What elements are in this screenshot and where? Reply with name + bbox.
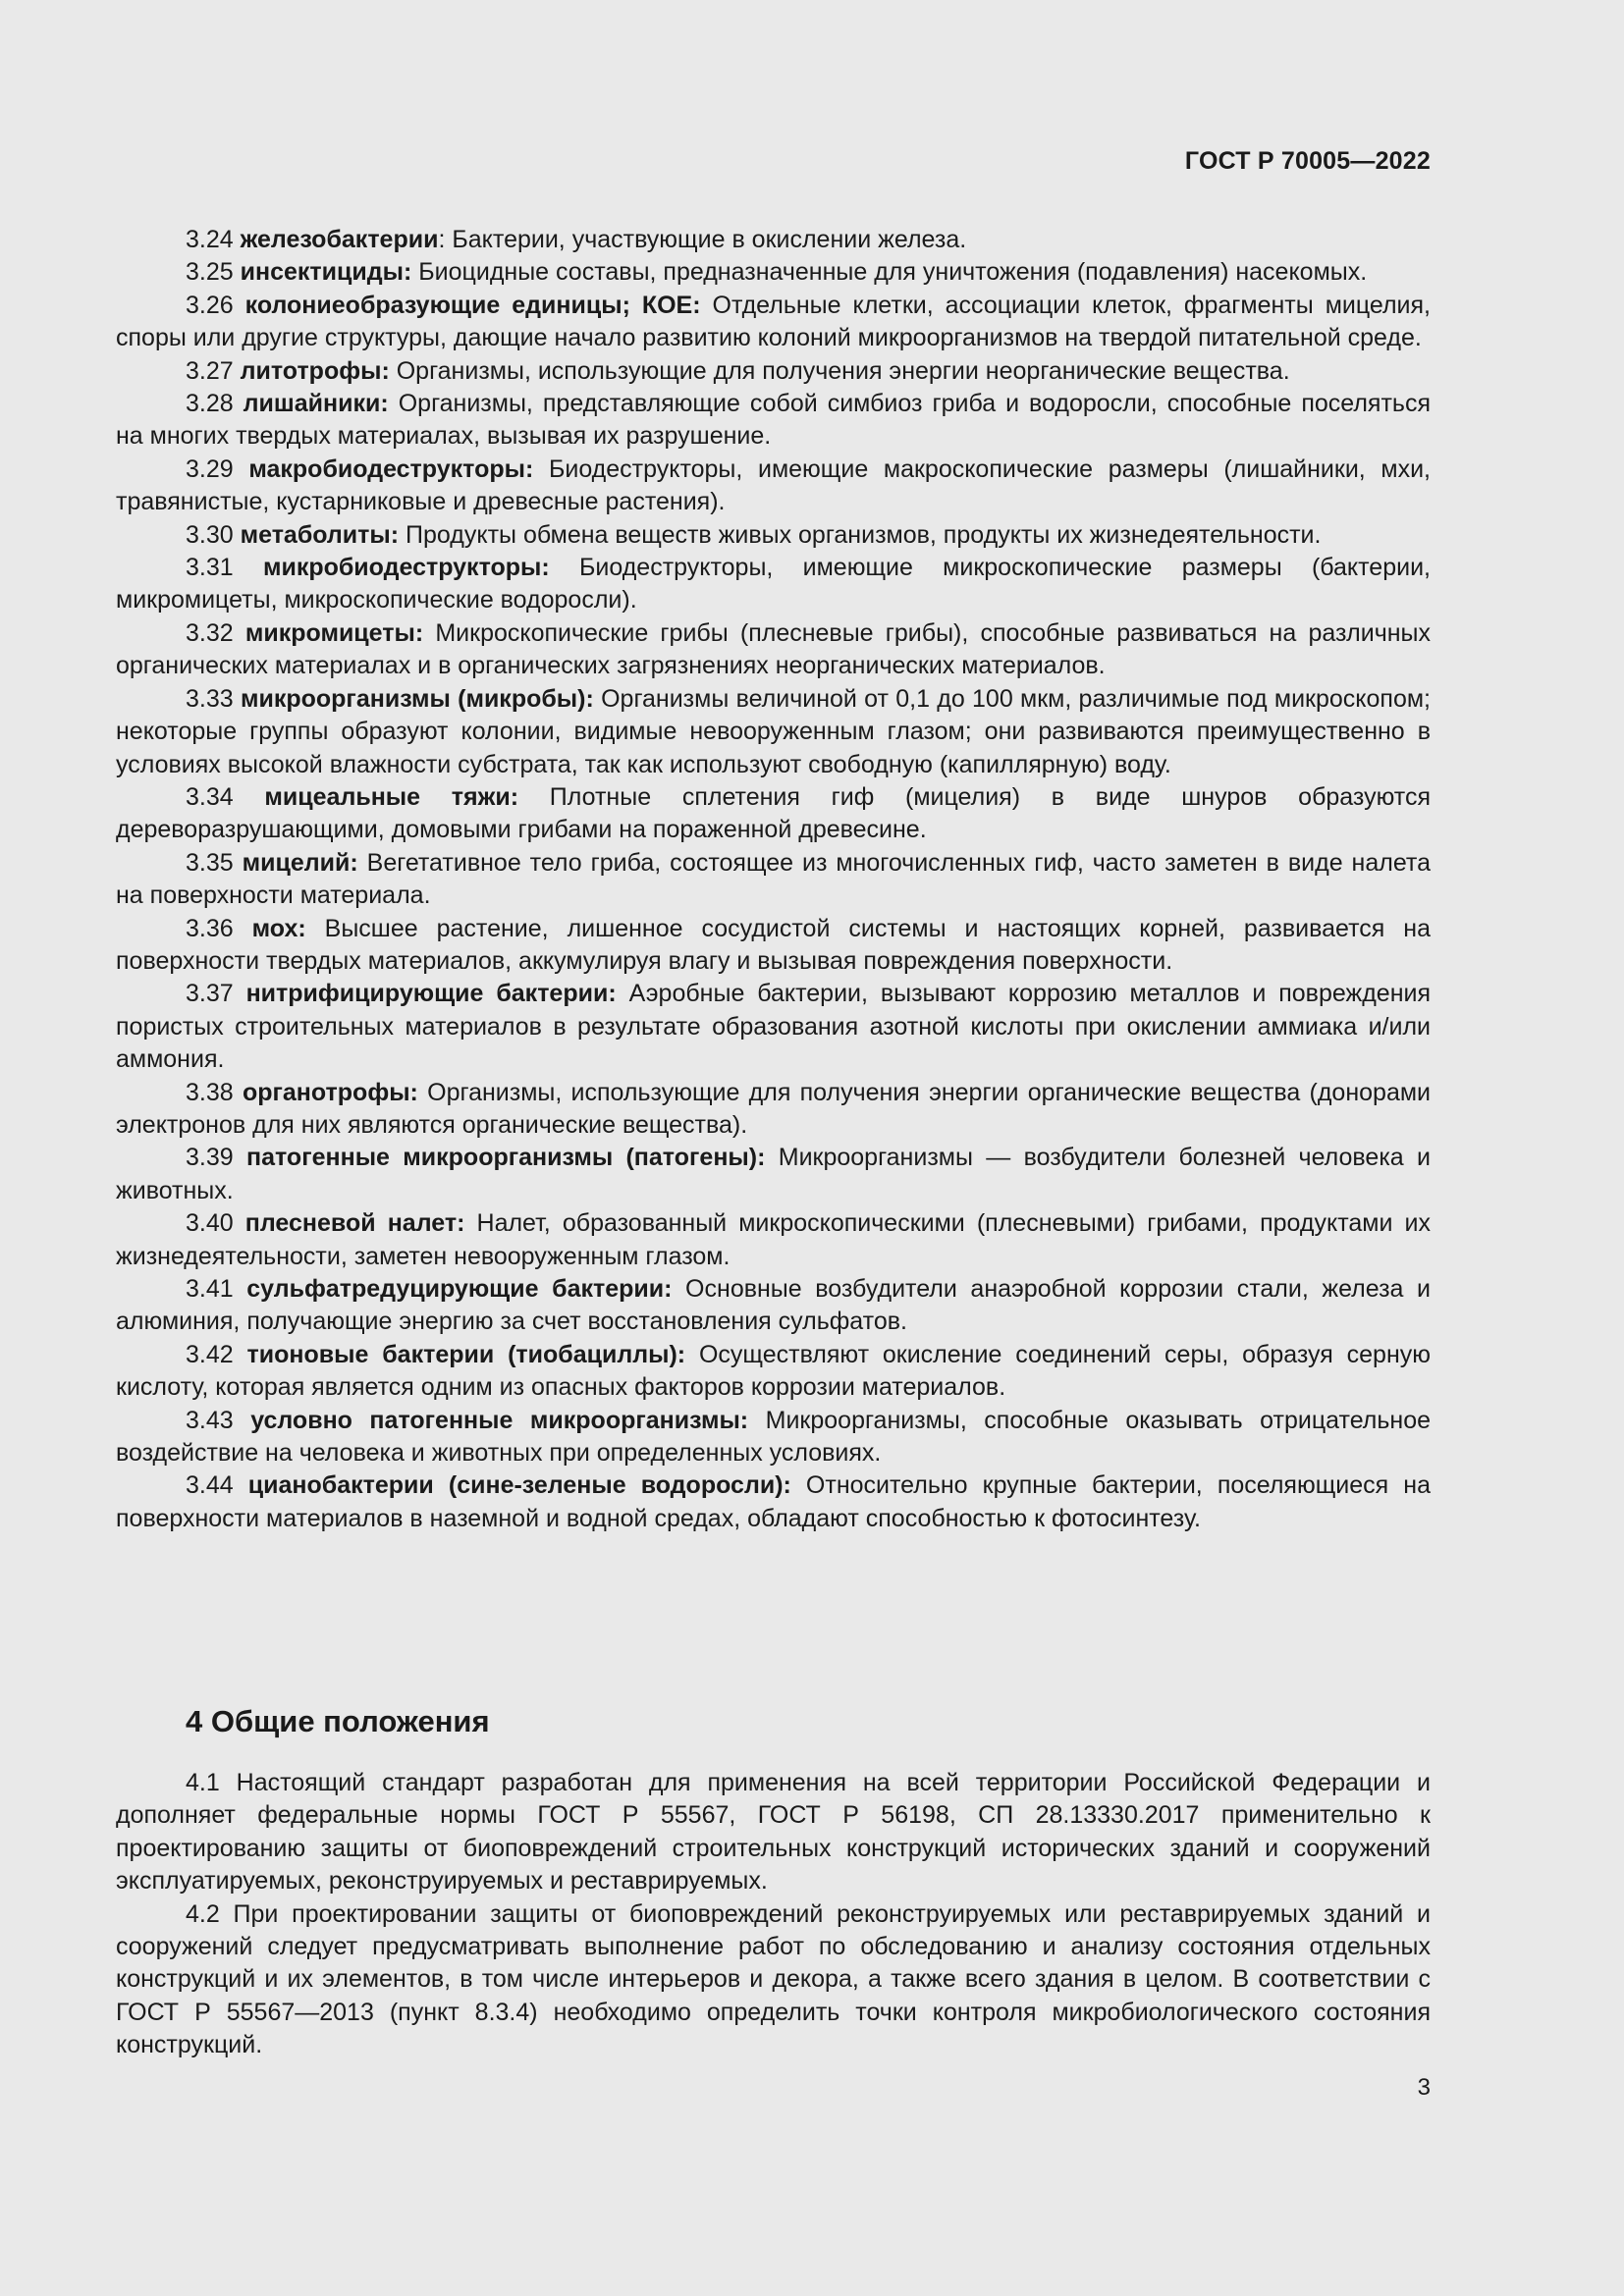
- term-name: микромицеты:: [244, 618, 424, 647]
- page-number: 3: [1417, 2074, 1431, 2101]
- term-name: патогенные микроорганизмы (патогены):: [246, 1144, 766, 1172]
- term-definition: Налет, образованный микроскопическими (плесневыми) грибами, продуктами их жизнедеятельности, заметен невооруженным глазом.: [116, 1209, 1431, 1270]
- term-name: метаболиты:: [240, 520, 400, 549]
- term-definition: Осуществляют окисление соединений серы, образуя серную кислоту, которая является одним из опасных факторов коррозии материалов.: [116, 1340, 1432, 1402]
- term-definition: Вегетативное тело гриба, состоящее из многочисленных гиф, часто заметен в виде налета на поверхности материала.: [116, 848, 1431, 910]
- paragraph-4-1: 4.1 Настоящий стандарт разработан для применения на всей территории Российской Федерации и дополняет федеральные нормы ГОСТ Р 55567, ГОСТ Р 56198, СП 28.13330.2017 применительно к проектированию защиты от биоповреждений строительных конструкций исторических зданий и сооружений эксплуатируемых, реконструируемых и реставрируемых.: [116, 1769, 1431, 1896]
- term-entry: [116, 454, 1431, 519]
- term-definition: Микроорганизмы, способные оказывать отрицательное воздействие на человека и животных при определенных условиях.: [116, 1406, 1431, 1468]
- section-body: [116, 1767, 1431, 2062]
- term-entry: [116, 388, 1431, 454]
- term-entry: [116, 1469, 1431, 1535]
- term-definition: Основные возбудители анаэробной коррозии стали, железа и алюминия, получающие энергию за счет восстановления сульфатов.: [116, 1275, 1431, 1336]
- term-entry: [116, 1207, 1431, 1273]
- term-definition: Высшее растение, лишенное сосудистой системы и настоящих корней, развивается на поверхности твердых материалов, аккумулируя влагу и вызывая повреждения поверхности.: [116, 914, 1431, 975]
- term-definition: Биодеструкторы, имеющие микроскопические размеры (бактерии, микромицеты, микроскопические водоросли).: [116, 554, 1431, 614]
- term-entry: [116, 847, 1431, 913]
- paragraph-4-2: 4.2 При проектировании защиты от биоповреждений реконструируемых или реставрируемых зданий и сооружений следует предусматривать выполнение работ по обследованию и анализу состояния отдельных конструкций и их элементов, в том числе интерьеров и декора, а также всего здания в целом. В соответствии с ГОСТ Р 55567—2013 (пункт 8.3.4) необходимо определить точки контроля микробиологического состояния конструкций.: [116, 1899, 1431, 2059]
- term-definition: Микроскопические грибы (плесневые грибы), способные развиваться на различных органических материалах и в органических загрязнениях неорганических материалов.: [116, 618, 1432, 680]
- term-name: микроорганизмы (микробы):: [240, 684, 594, 713]
- term-separator: :: [438, 226, 446, 253]
- term-number: 3.33: [186, 684, 234, 713]
- term-definition: Микроорганизмы — возбудители болезней человека и животных.: [116, 1144, 1431, 1204]
- term-number: 3.34: [186, 782, 234, 811]
- term-entry: [116, 683, 1431, 781]
- term-name: железобактерии: [240, 226, 439, 253]
- document-id-header: ГОСТ Р 70005—2022: [1184, 147, 1431, 175]
- term-entry: [116, 978, 1431, 1076]
- term-number: 3.29: [186, 454, 234, 483]
- term-entry: [116, 1142, 1431, 1207]
- terms-list: [116, 224, 1431, 1535]
- term-definition: Биоцидные составы, предназначенные для уничтожения (подавления) насекомых.: [411, 258, 1368, 287]
- term-number: 3.42: [186, 1340, 234, 1368]
- term-name: цианобактерии (сине-зеленые водоросли):: [247, 1471, 791, 1500]
- term-name: сульфатредуцирующие бактерии:: [246, 1275, 673, 1303]
- term-name: мицелий:: [242, 848, 358, 877]
- term-number: 3.38: [186, 1078, 234, 1106]
- term-number: 3.35: [186, 848, 234, 877]
- term-name: литотрофы:: [240, 356, 390, 385]
- term-entry: [116, 913, 1431, 979]
- term-number: 3.37: [186, 980, 234, 1008]
- term-number: 3.25: [186, 258, 234, 287]
- term-number: 3.32: [186, 618, 234, 647]
- term-name: инсектициды:: [240, 258, 412, 287]
- term-definition: Организмы, использующие для получения энергии неорганические вещества.: [389, 356, 1290, 385]
- term-entry: [116, 1273, 1431, 1339]
- term-number: 3.40: [186, 1209, 234, 1238]
- term-number: 3.31: [186, 554, 234, 582]
- term-entry: [116, 224, 1431, 256]
- term-definition: Аэробные бактерии, вызывают коррозию металлов и повреждения пористых строительных материалов в результате образования азотной кислоты при окислении аммиака и/или аммония.: [116, 980, 1432, 1074]
- term-definition: Организмы величиной от 0,1 до 100 мкм, различимые под микроскопом; некоторые группы образуют колонии, видимые невооруженным глазом; они развиваются преимущественно в условиях высокой влажности субстрата, так как используют свободную (капиллярную) воду.: [116, 684, 1431, 778]
- term-number: 3.39: [186, 1144, 234, 1172]
- term-number: 3.43: [186, 1406, 234, 1434]
- term-name: условно патогенные микроорганизмы:: [250, 1406, 749, 1434]
- term-entry: [116, 1339, 1431, 1405]
- term-entry: [116, 290, 1431, 355]
- term-definition: Биодеструкторы, имеющие макроскопические размеры (лишайники, мхи, травянистые, кустарниковые и древесные растения).: [116, 454, 1431, 516]
- term-number: 3.44: [186, 1471, 234, 1500]
- term-definition: Организмы, использующие для получения энергии органические вещества (донорами электронов для них являются органические вещества).: [116, 1078, 1431, 1139]
- term-name: плесневой налет:: [244, 1209, 465, 1238]
- term-entry: [116, 781, 1431, 847]
- term-entry: [116, 1077, 1431, 1143]
- term-name: мицеальные тяжи:: [264, 782, 519, 811]
- term-definition: Относительно крупные бактерии, поселяющиеся на поверхности материалов в наземной и водной средах, обладают способностью к фотосинтезу.: [116, 1471, 1431, 1532]
- term-entry: [116, 552, 1431, 617]
- term-definition: Продукты обмена веществ живых организмов, продукты их жизнедеятельности.: [399, 520, 1322, 549]
- term-entry: [116, 256, 1431, 289]
- term-name: тионовые бактерии (тиобациллы):: [246, 1340, 686, 1368]
- term-name: макробиодеструкторы:: [248, 454, 534, 483]
- term-entry: [116, 617, 1431, 683]
- term-name: нитрифицирующие бактерии:: [245, 980, 617, 1008]
- term-entry: [116, 519, 1431, 552]
- section-title: 4 Общие положения: [186, 1704, 490, 1738]
- term-definition: Плотные сплетения гиф (мицелия) в виде шнуров образуются дереворазрушающими, домовыми грибами на пораженной древесине.: [116, 782, 1431, 844]
- term-number: 3.41: [186, 1275, 234, 1303]
- term-name: мох:: [251, 914, 306, 942]
- term-definition: Организмы, представляющие собой симбиоз гриба и водоросли, способные поселяться на многих твердых материалах, вызывая их разрушение.: [116, 390, 1431, 451]
- term-number: 3.28: [186, 390, 234, 418]
- term-name: органотрофы:: [242, 1078, 418, 1106]
- term-number: 3.30: [186, 520, 234, 549]
- term-definition: Бактерии, участвующие в окислении железа.: [445, 226, 967, 253]
- term-number: 3.36: [186, 914, 234, 942]
- term-number: 3.26: [186, 291, 234, 319]
- term-number: 3.27: [186, 356, 234, 385]
- term-definition: Отдельные клетки, ассоциации клеток, фрагменты мицелия, споры или другие структуры, дающие начало развитию колоний микроорганизмов на твердой питательной среде.: [116, 291, 1431, 352]
- term-entry: [116, 1405, 1431, 1470]
- term-number: 3.24: [186, 226, 234, 253]
- term-name: колониеобразующие единицы; КОЕ:: [244, 291, 701, 319]
- term-name: микробиодеструкторы:: [262, 554, 550, 582]
- term-name: лишайники:: [243, 390, 389, 418]
- term-entry: [116, 355, 1431, 388]
